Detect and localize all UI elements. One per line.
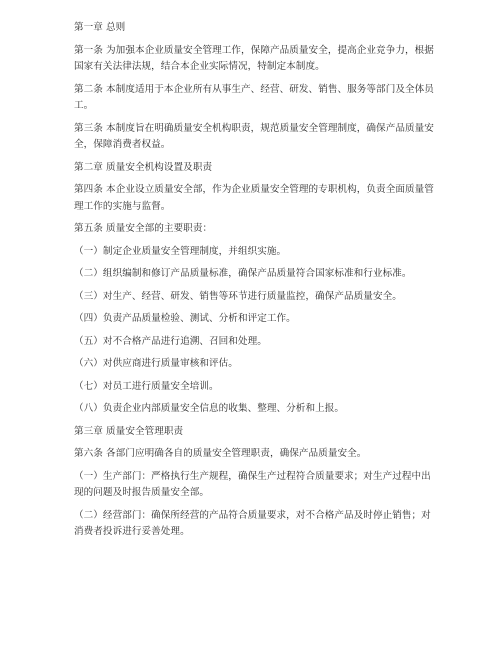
- article-6: 第六条 各部门应明确各自的质量安全管理职责，确保产品质量安全。: [74, 448, 367, 459]
- duty-item-4: （四）负责产品质量检验、测试、分析和评定工作。: [74, 313, 296, 324]
- article-3: 第三条 本制度旨在明确质量安全机构职责，规范质量安全管理制度，确保产品质量安全，保障消费者权益。: [74, 122, 434, 150]
- chapter-1-heading: 第一章 总则: [74, 22, 126, 33]
- document-page: [74, 20, 434, 547]
- duty-item-3: （三）对生产、经营、研发、销售等环节进行质量监控，确保产品质量安全。: [74, 290, 402, 302]
- duty-item-2: （二）组织编制和修订产品质量标准，确保产品质量符合国家标准和行业标准。: [74, 268, 412, 279]
- article-2: 第二条 本制度适用于本企业所有从事生产、经营、研发、销售、服务等部门及全体员工。: [74, 83, 434, 111]
- duty-item-6: （六）对供应商进行质量审核和评估。: [74, 358, 238, 369]
- article-1: 第一条 为加强本企业质量安全管理工作，保障产品质量安全，提高企业竞争力，根据国家有关法律法规，结合本企业实际情况，特制定本制度。: [74, 44, 434, 72]
- dept-duty-business: （二）经营部门：确保所经营的产品符合质量要求，对不合格产品及时停止销售；对消费者投诉进行妥善处理。: [74, 509, 431, 537]
- article-4: 第四条 本企业设立质量安全部，作为企业质量安全管理的专职机构，负责全面质量管理工作的实施与监督。: [74, 184, 434, 212]
- duty-item-5: （五）对不合格产品进行追溯、召回和处理。: [74, 335, 267, 347]
- duty-item-1: （一）制定企业质量安全管理制度，并组织实施。: [74, 245, 287, 257]
- dept-duty-production: （一）生产部门：严格执行生产规程，确保生产过程符合质量要求；对生产过程中出现的问题及时报告质量安全部。: [74, 470, 431, 498]
- duty-item-7: （七）对员工进行质量安全培训。: [74, 380, 219, 392]
- chapter-2-heading: 第二章 质量安全机构设置及职责: [74, 161, 213, 173]
- chapter-3-heading: 第三章 质量安全管理职责: [74, 425, 184, 437]
- article-5: 第五条 质量安全部的主要职责：: [74, 223, 213, 234]
- duty-item-8: （八）负责企业内部质量安全信息的收集、整理、分析和上报。: [74, 403, 345, 414]
